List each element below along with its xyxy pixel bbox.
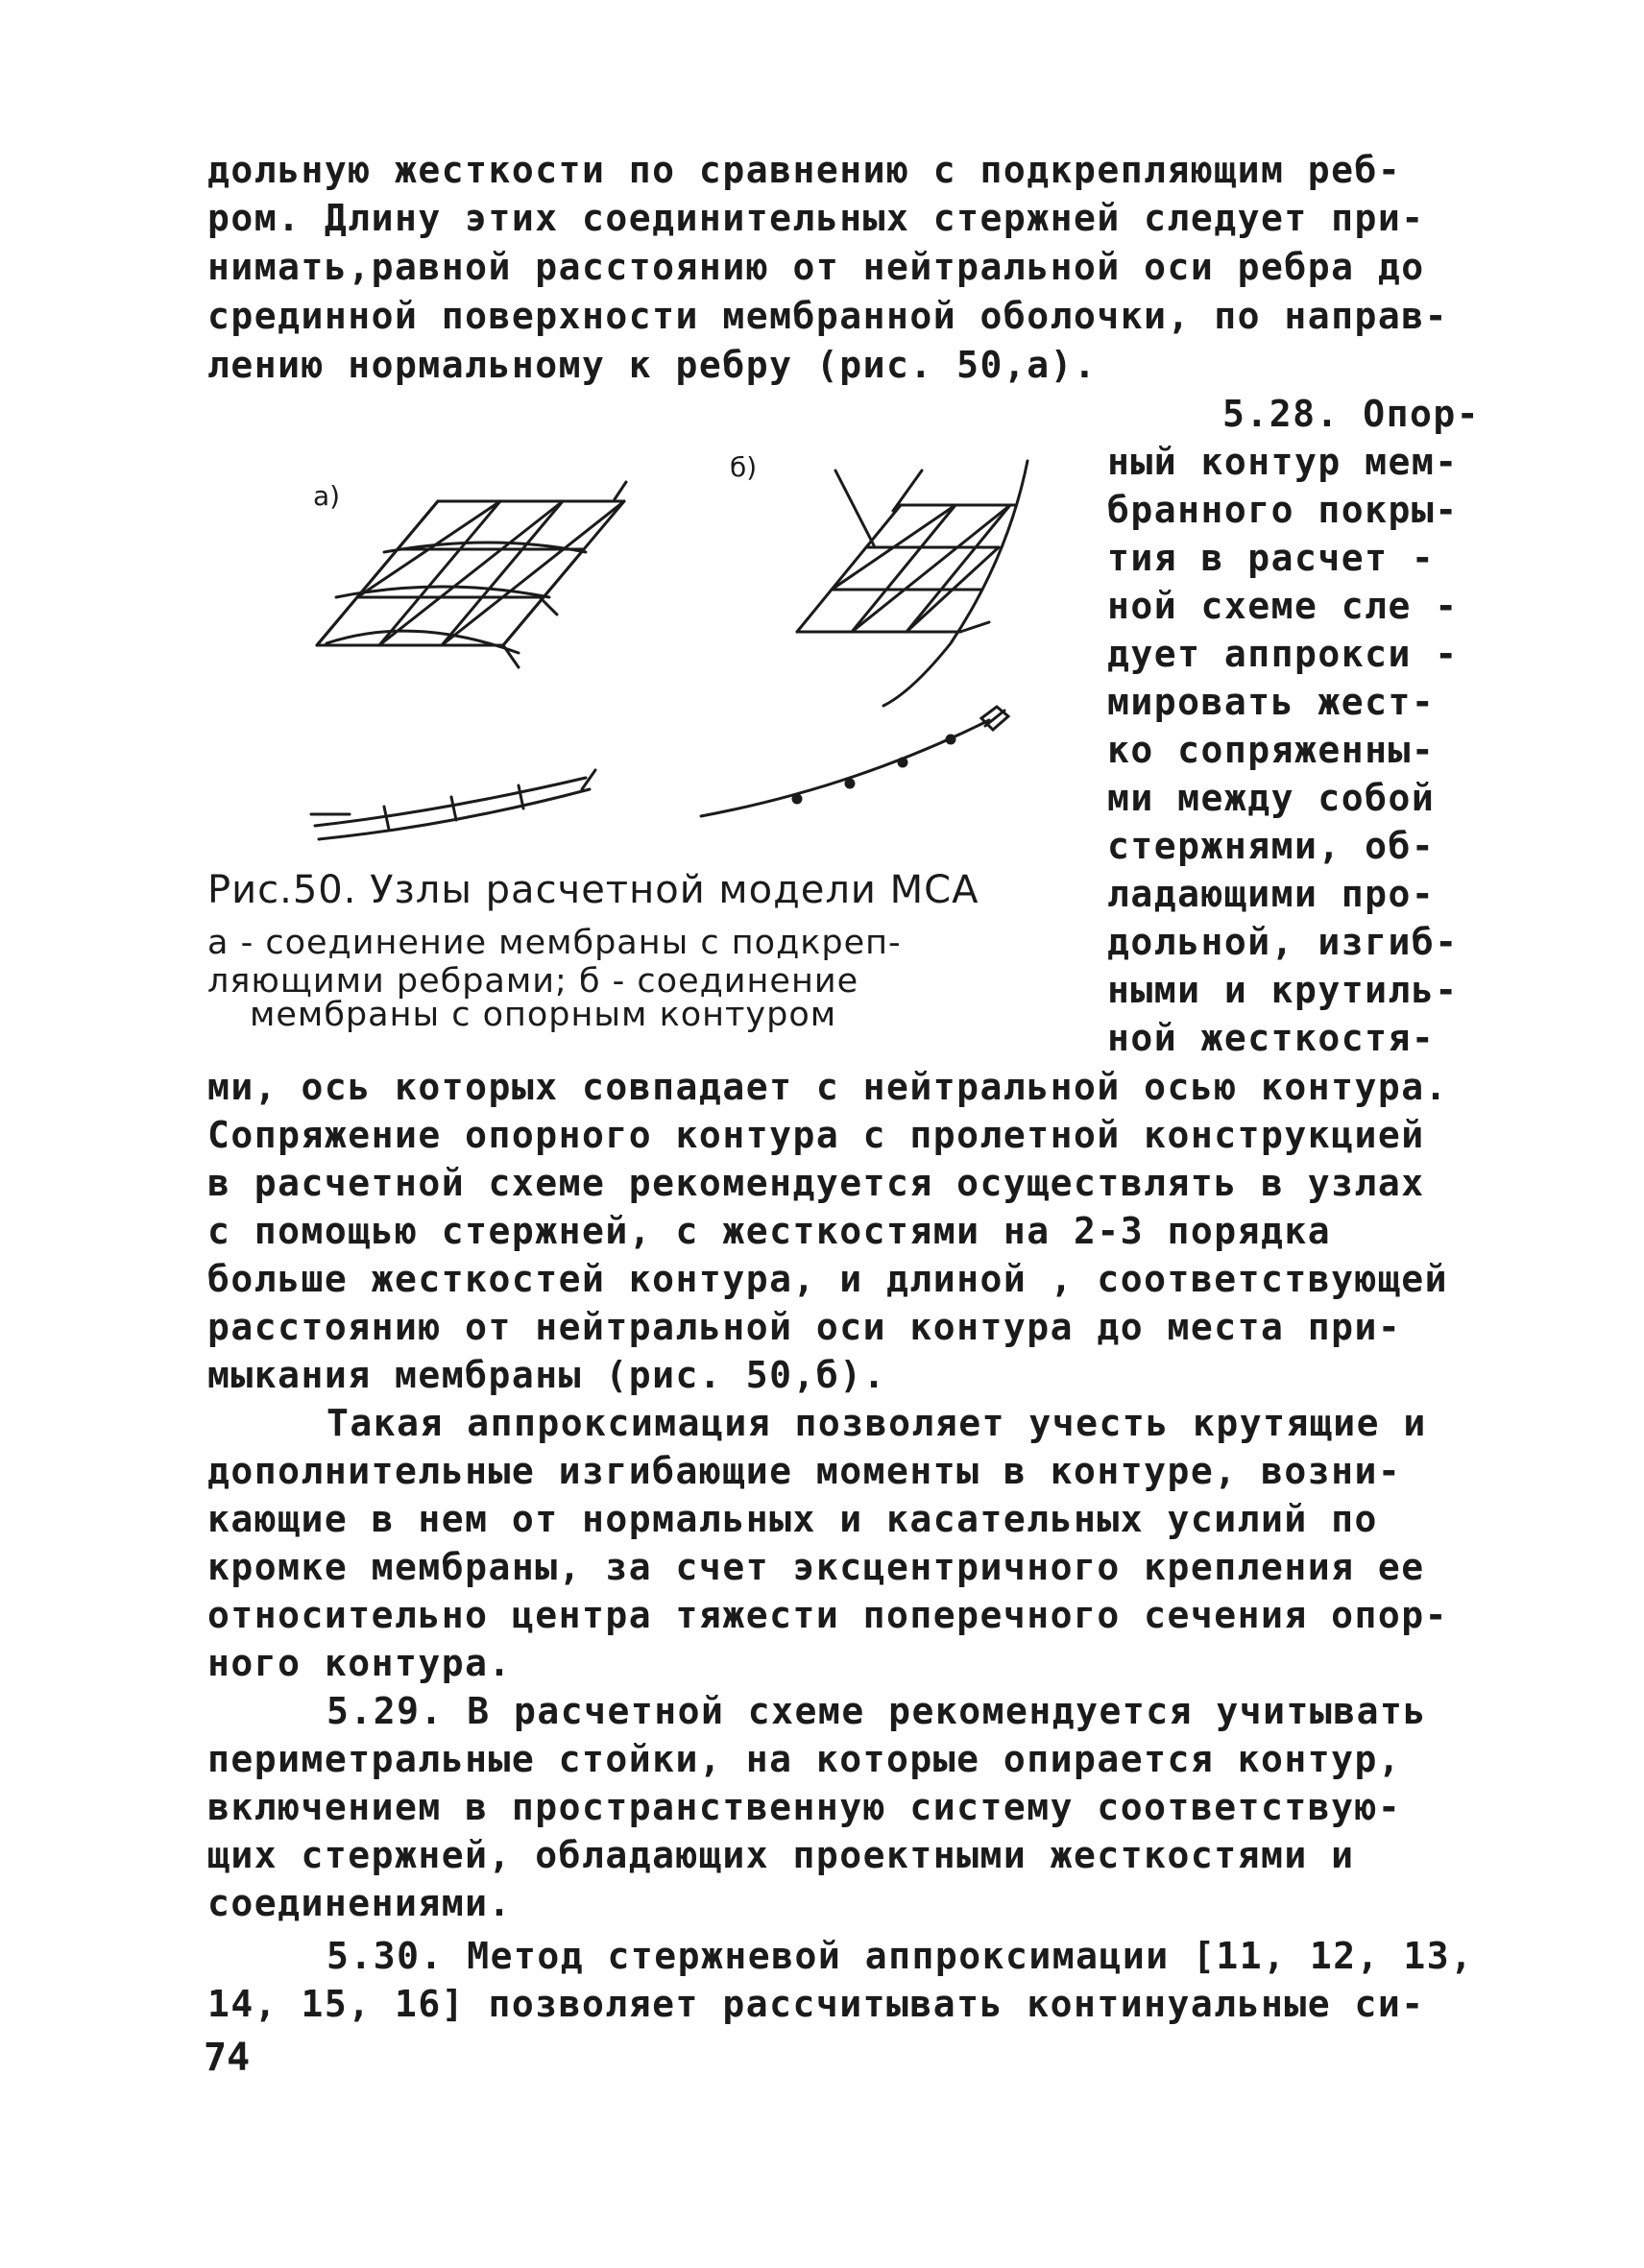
text-line: 5.29. В расчетной схеме рекомендуется учитывать: [326, 1690, 1427, 1732]
text-line: ладающими про-: [1107, 873, 1436, 915]
caption-title: Рис.50. Узлы расчетной модели МСА: [207, 868, 979, 912]
page-number: 74: [204, 2036, 251, 2080]
text-line: кающие в нем от нормальных и касательных усилий по: [207, 1498, 1378, 1540]
text-line: ными и крутиль-: [1107, 969, 1459, 1011]
text-line: дополнительные изгибающие моменты в контуре, возни-: [207, 1450, 1402, 1492]
text-line: 5.28. Опор-: [1222, 393, 1481, 435]
text-line: нимать,равной расстоянию от нейтральной оси ребра до: [207, 246, 1425, 288]
text-line: ный контур мем-: [1107, 441, 1459, 483]
text-line: ного контура.: [207, 1642, 512, 1684]
mesh-grid-a: [317, 482, 626, 667]
text-line: мыкания мембраны (рис. 50,б).: [207, 1354, 886, 1396]
text-line: 14, 15, 16] позволяет рассчитывать континуальные си-: [207, 1983, 1425, 2025]
text-line: ми, ось которых совпадает с нейтральной осью контура.: [207, 1066, 1449, 1108]
text-line: больше жесткостей контура, и длиной , соответствующей: [207, 1258, 1449, 1300]
text-line: соединениями.: [207, 1882, 512, 1924]
text-line: дольной, изгиб-: [1107, 921, 1459, 963]
figure-label-b: б): [730, 451, 758, 483]
text-line: ной жесткостя-: [1107, 1017, 1436, 1059]
text-line: 5.30. Метод стержневой аппроксимации [11, 12, 13,: [326, 1935, 1474, 1977]
text-line: с помощью стержней, с жесткостями на 2-3 порядка: [207, 1210, 1332, 1252]
text-line: лению нормальному к ребру (рис. 50,а).: [207, 344, 1098, 386]
rib-section-a: [311, 770, 595, 839]
text-line: ко сопряженны-: [1107, 729, 1436, 771]
text-line: в расчетной схеме рекомендуется осуществлять в узлах: [207, 1162, 1425, 1204]
contour-section-b: [701, 707, 1008, 816]
text-line: дольную жесткости по сравнению с подкрепляющим реб-: [207, 149, 1402, 191]
text-line: бранного покры-: [1107, 489, 1459, 531]
text-line: щих стержней, обладающих проектными жесткостями и: [207, 1834, 1355, 1876]
mesh-grid-b: [797, 461, 1028, 706]
text-line: периметральные стойки, на которые опирается контур,: [207, 1738, 1402, 1780]
text-line: ной схеме сле -: [1107, 585, 1459, 627]
text-line: относительно центра тяжести поперечного сечения опор-: [207, 1594, 1449, 1636]
figure-label-a: а): [313, 480, 341, 512]
text-line: срединной поверхности мембранной оболочки, по направ-: [207, 295, 1449, 337]
text-line: кромке мембраны, за счет эксцентричного крепления ее: [207, 1546, 1425, 1588]
text-line: тия в расчет -: [1107, 537, 1436, 579]
caption-line: мембраны с опорным контуром: [250, 996, 837, 1034]
text-line: дует аппрокси -: [1107, 633, 1459, 675]
text-line: Такая аппроксимация позволяет учесть крутящие и: [326, 1402, 1427, 1444]
text-line: ми между собой: [1107, 777, 1436, 819]
text-line: мировать жест-: [1107, 681, 1436, 723]
figure-50: [298, 432, 1066, 855]
text-line: ром. Длину этих соединительных стержней следует при-: [207, 197, 1425, 239]
text-line: включением в пространственную систему соответствую-: [207, 1786, 1402, 1828]
caption-line: ляющими ребрами; б - соединение: [207, 962, 859, 1001]
text-line: Сопряжение опорного контура с пролетной конструкцией: [207, 1114, 1425, 1156]
text-line: расстоянию от нейтральной оси контура до места при-: [207, 1306, 1402, 1348]
text-line: стержнями, об-: [1107, 825, 1436, 867]
caption-line: а - соединение мембраны с подкреп-: [207, 924, 902, 962]
